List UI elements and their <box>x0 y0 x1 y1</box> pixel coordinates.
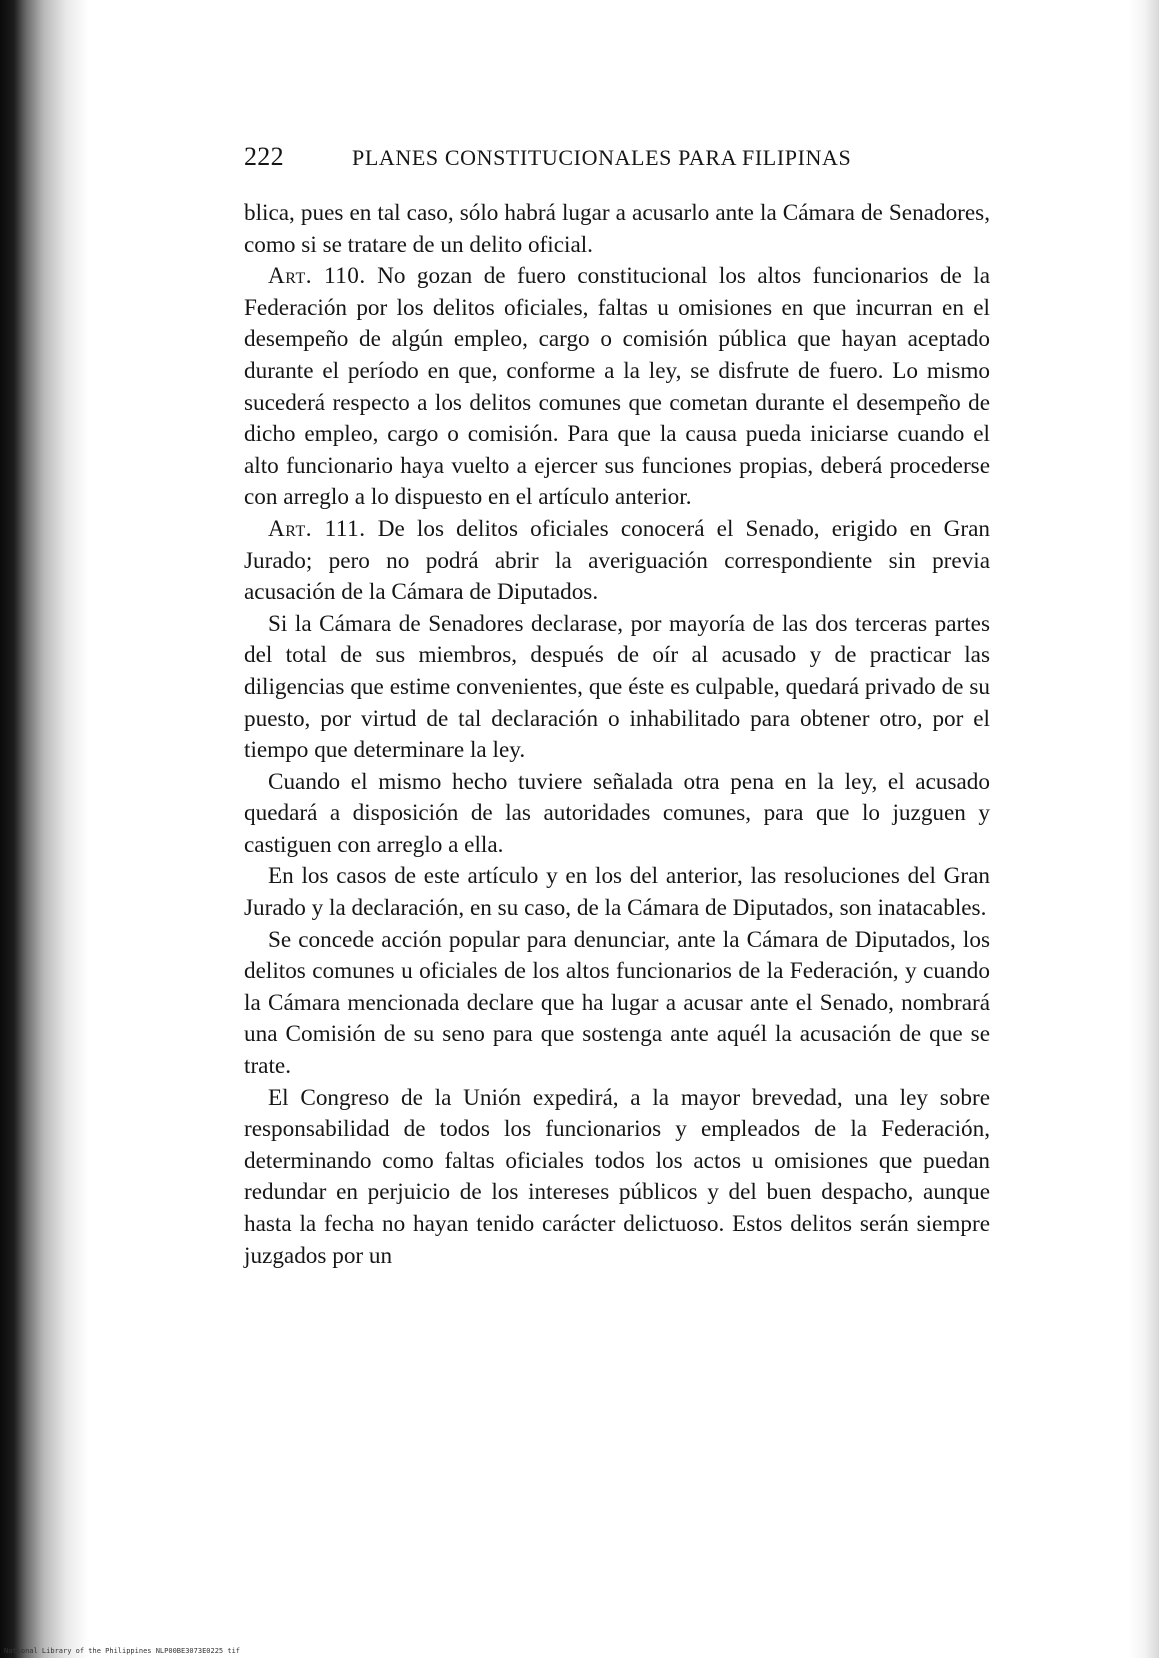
running-title: PLANES CONSTITUCIONALES PARA FILIPINAS <box>352 145 852 170</box>
paragraph-accion-popular: Se concede acción popular para denunciar, ante la Cámara de Diputados, los delitos comunes u oficiales de los altos funcionarios de la Federación, y cuando la Cámara mencionada declare que ha lugar a acusar ante el Senado, nombrará una Comisión de su seno para que sostenga ante aquél la acusación de que se trate. <box>244 926 990 1080</box>
article-111-label: Art. 111. <box>268 515 366 542</box>
article-111-text: De los delitos oficiales conocerá el Senado, erigido en Gran Jurado; pero no podrá abrir la averiguación correspondiente sin previa acusación de la Cámara de Diputados. <box>244 515 990 606</box>
scan-edge-shadow <box>1129 0 1159 1658</box>
continued-paragraph: blica, pues en tal caso, sólo habrá lugar a acusarlo ante la Cámara de Senadores, como si se tratare de un delito oficial. <box>244 200 990 258</box>
page-body <box>244 198 990 1272</box>
article-110-label: Art. 110. <box>268 263 366 290</box>
article-110-text: No gozan de fuero constitucional los altos funcionarios de la Federación por los delitos oficiales, faltas u omisiones en que incurran en el desempeño de algún empleo, cargo o comisión pública que hayan aceptado durante el período en que, conforme a la ley, se disfrute de fuero. Lo mismo sucederá respecto a los delitos comunes que cometan durante el desempeño de dicho empleo, cargo o comisión. Para que la causa pueda iniciarse cuando el alto funcionario haya vuelto a ejercer sus funciones propias, deberá procederse con arreglo a lo dispuesto en el artículo anterior. <box>244 263 991 511</box>
scan-imprint: National Library of the Philippines NLP00BE3073E0225 tif <box>4 1647 241 1655</box>
page-number: 222 <box>244 142 284 171</box>
running-head <box>244 142 990 182</box>
article-110 <box>244 261 990 514</box>
paragraph-senadores: Si la Cámara de Senadores declarase, por mayoría de las dos terceras partes del total de sus miembros, después de oír al acusado y de practicar las diligencias que estime convenientes, que éste es culpable, quedará privado de su puesto, por virtud de tal declaración o inhabilitado para obtener otro, por el tiempo que determinare la ley. <box>244 610 990 764</box>
paragraph-pena: Cuando el mismo hecho tuviere señalada otra pena en la ley, el acusado quedará a disposición de las autoridades comunes, para que lo juzguen y castiguen con arreglo a ella. <box>244 768 990 858</box>
paragraph-inatacables: En los casos de este artículo y en los del anterior, las resoluciones del Gran Jurado y la declaración, en su caso, de la Cámara de Diputados, son inatacables. <box>244 863 990 922</box>
book-page <box>244 142 990 1272</box>
article-111 <box>244 514 990 609</box>
paragraph-congreso: El Congreso de la Unión expedirá, a la mayor brevedad, una ley sobre responsabilidad de todos los funcionarios y empleados de la Federación, determinando como faltas oficiales todos los actos u omisiones que puedan redundar en perjuicio de los intereses públicos y del buen despacho, aunque hasta la fecha no hayan tenido carácter delictuoso. Estos delitos serán siempre juzgados por un <box>244 1084 990 1269</box>
scan-binding-shadow <box>0 0 88 1658</box>
